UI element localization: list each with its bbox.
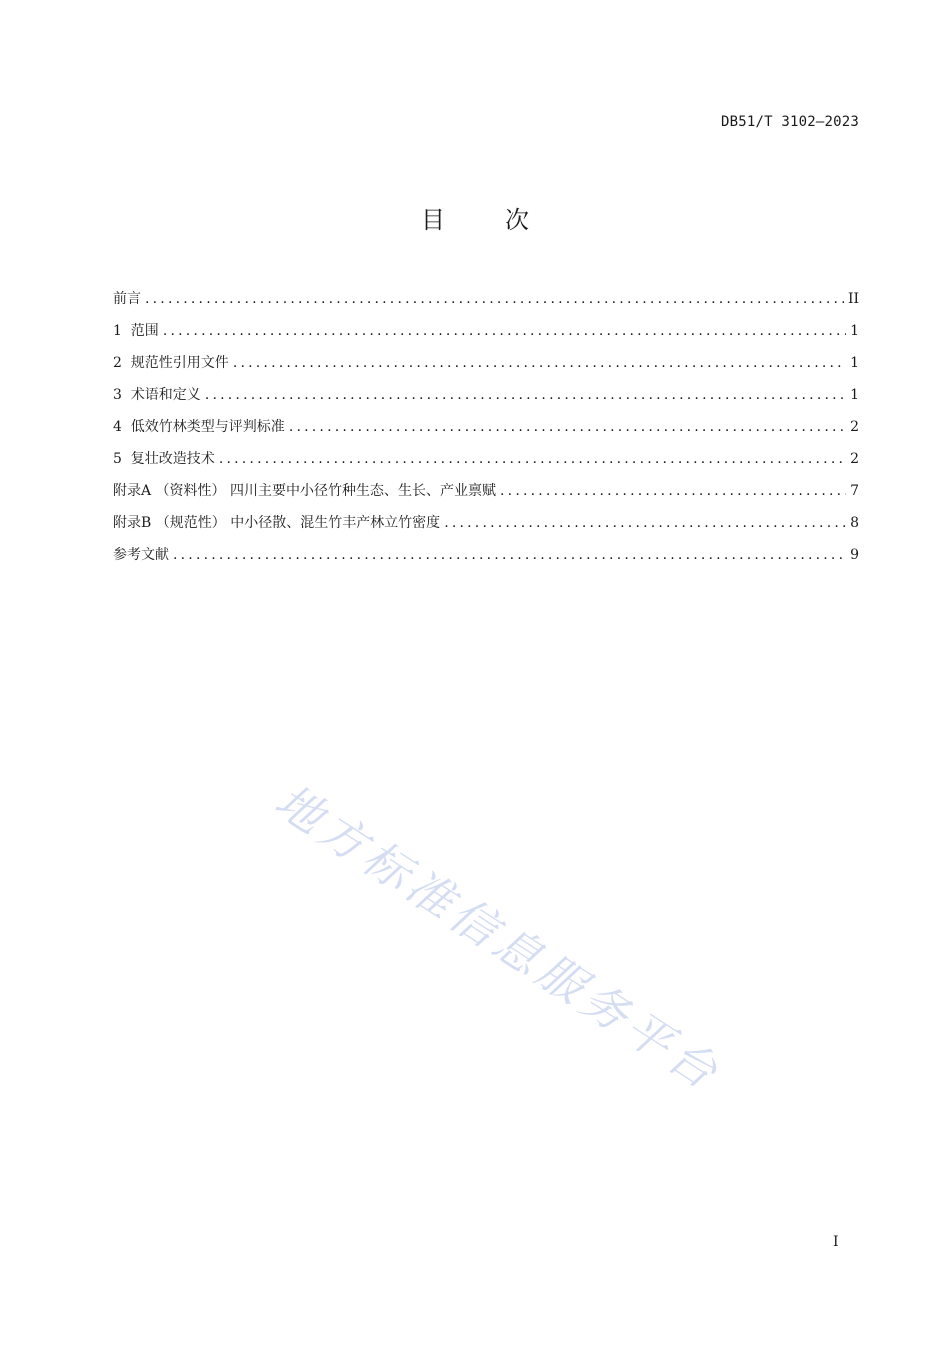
- toc-entry-label: 前言: [113, 291, 141, 307]
- toc-leader-dots: [173, 539, 846, 571]
- toc-entry-label: 附录B （规范性） 中小径散、混生竹丰产林立竹密度: [113, 515, 441, 531]
- toc-entry-rejuvenation-techniques[interactable]: [113, 443, 859, 475]
- toc-leader-dots: [145, 283, 844, 315]
- toc-entry-page: 1: [850, 323, 859, 339]
- toc-entry-page: 1: [850, 355, 859, 371]
- toc-entry-label: 1 范围: [113, 323, 159, 339]
- toc-entry-label: 5 复壮改造技术: [113, 451, 215, 467]
- toc-entry-bibliography[interactable]: [113, 539, 859, 571]
- page-number: I: [833, 1234, 839, 1250]
- watermark: 地方标准信息服务平台: [265, 773, 732, 1102]
- toc-entry-scope[interactable]: [113, 315, 859, 347]
- toc-entry-label: 2 规范性引用文件: [113, 355, 229, 371]
- toc-leader-dots: [163, 315, 846, 347]
- toc-leader-dots: [233, 347, 846, 379]
- toc-leader-dots: [205, 379, 846, 411]
- toc-entry-normative-references[interactable]: [113, 347, 859, 379]
- toc-entry-page: 2: [850, 451, 859, 467]
- toc-entry-terms-definitions[interactable]: [113, 379, 859, 411]
- toc-leader-dots: [289, 411, 846, 443]
- document-code: DB51/T 3102—2023: [720, 114, 859, 130]
- toc-entry-page: 2: [850, 419, 859, 435]
- toc-entry-appendix-a[interactable]: [113, 475, 859, 507]
- toc-leader-dots: [500, 475, 846, 507]
- toc-entry-types-criteria[interactable]: [113, 411, 859, 443]
- toc-entry-page: 9: [850, 547, 859, 563]
- toc-entry-label: 附录A （资料性） 四川主要中小径竹种生态、生长、产业禀赋: [113, 483, 497, 499]
- toc-leader-dots: [444, 507, 846, 539]
- toc-entry-page: 7: [850, 483, 859, 499]
- toc-entry-foreword[interactable]: [113, 283, 859, 315]
- toc-entry-page: II: [847, 291, 859, 307]
- toc-leader-dots: [219, 443, 846, 475]
- toc-entry-label: 参考文献: [113, 547, 169, 563]
- toc-entry-label: 3 术语和定义: [113, 387, 201, 403]
- page-title: 目次: [421, 206, 589, 234]
- toc-entry-page: 1: [850, 387, 859, 403]
- table-of-contents: [113, 283, 859, 571]
- toc-entry-label: 4 低效竹林类型与评判标准: [113, 419, 285, 435]
- toc-entry-page: 8: [850, 515, 859, 531]
- toc-entry-appendix-b[interactable]: [113, 507, 859, 539]
